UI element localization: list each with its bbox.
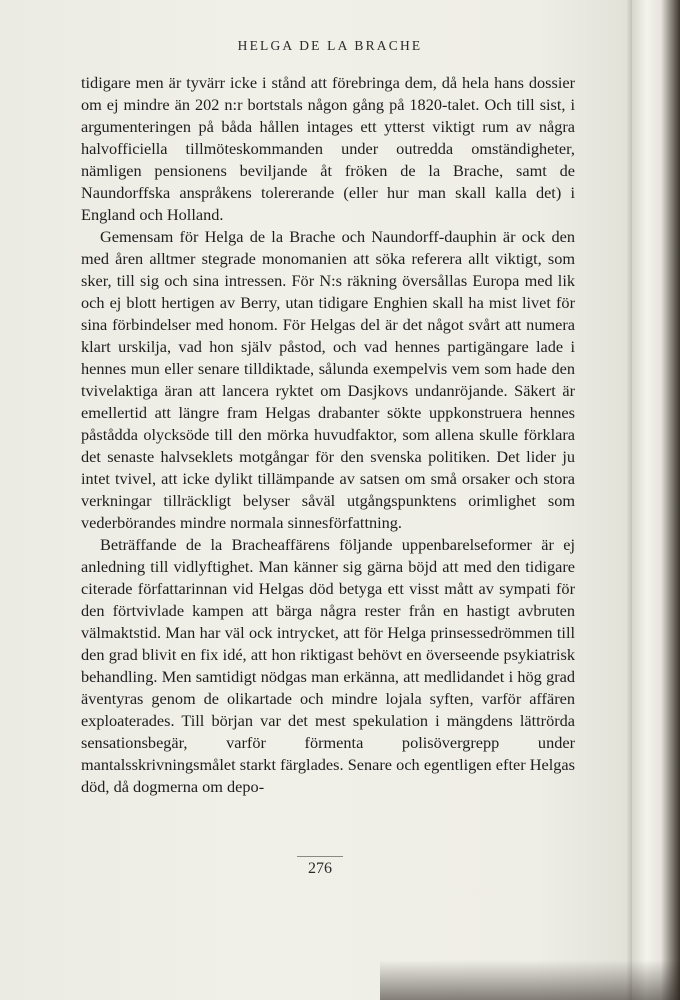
paragraph-2: Gemensam för Helga de la Brache och Naundorff-dauphin är ock den med åren alltmer stegrade monomanien att söka referera allt viktigt, som sker, till sig och sina intressen. För N:s räkning översållas Europa med lik och ej blott hertigen av Berry, utan tidigare Enghien skall ha mist livet för sina förbindelser med honom. För Helgas del är det något svårt att numera klart urskilja, vad hon själv påstod, och vad hennes partigängare lade i hennes mun eller senare tilldiktade, sålunda exempelvis vem som hade den tvivelaktiga äran att lancera ryktet om Dasjkovs undanröjande. Säkert är emellertid att längre fram Helgas drabanter sökte uppkonstruera hennes påstådda olycksöde till den mörka huvudfaktor, som allena skulle förklara det senaste halvseklets motgångar för den svenska politiken. Det lider ju intet tvivel, att icke dylikt tillämpande av satsen om små orsaker och stora verkningar tillräckligt belyser såväl utgångspunktens orimlighet som vederbörandes mindre normala sinnesförfattning. <box>81 227 575 532</box>
footer-rule <box>297 856 343 857</box>
running-head: HELGA DE LA BRACHE <box>237 38 423 53</box>
paragraph-3: Beträffande de la Bracheaffärens följande uppenbarelseformer är ej anledning till vidlyftighet. Man känner sig gärna böjd att med den tidigare citerade författarinnan vid Helgas död betyga ett visst mått av sympati för den förtvivlade kampen att bärga några rester från en hastigt avbruten välmaktstid. Man har väl ock intrycket, att för Helga prinsessedrömmen till den grad blivit en fix idé, att hon riktigast behövt en överseende psykiatrisk behandling. Men samtidigt nödgas man erkänna, att medlidandet i hög grad äventyras genom de olikartade och mindre lojala syften, varför affären exploaterades. Till början var det mest spekulation i mängdens lättrörda sensationsbegär, varför förmenta polisövergrepp under mantalsskrivningsmålet starkt färglades. Senare och egentligen efter Helgas död, då dogmerna om depo- <box>81 535 575 796</box>
book-edge <box>632 0 680 1000</box>
body-text <box>81 72 575 798</box>
paragraph-1: tidigare men är tyvärr icke i stånd att förebringa dem, då hela hans dossier om ej mindre än 202 n:r bortstals någon gång på 1820-talet. Och till sist, i argumenteringen på båda hållen intages ett ytterst viktigt rum av några halvofficiella tillmöteskommanden under outredda omständigheter, nämligen pensionens beviljande åt fröken de la Brache, samt de Naundorffska anspråkens tolererande (eller hur man skall kalla det) i England och Holland. <box>81 73 575 224</box>
background-surface <box>380 960 680 1000</box>
page-number: 276 <box>308 860 332 877</box>
